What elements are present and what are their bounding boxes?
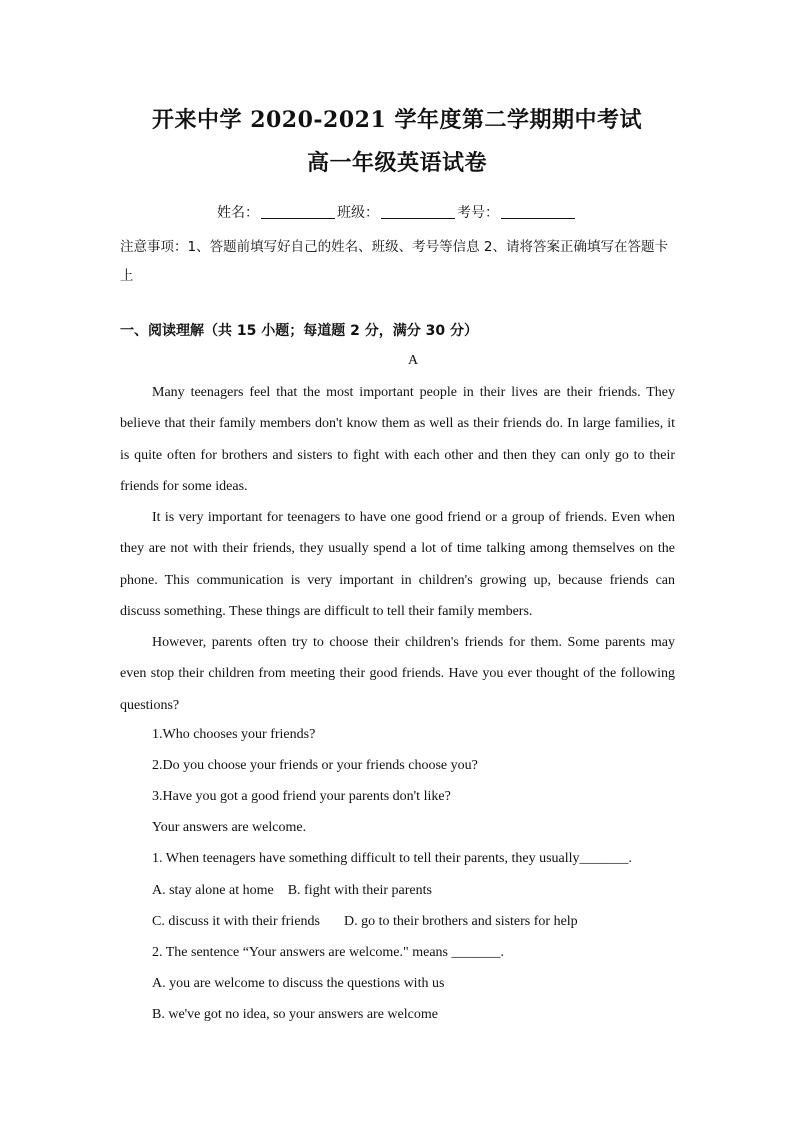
class-blank	[381, 204, 455, 219]
question-stem: 2. The sentence “Your answers are welcome." means _______.	[152, 945, 504, 960]
option-d: D. go to their brothers and sisters for help	[344, 914, 578, 929]
passage-paragraph: It is very important for teenagers to have one good friend or a group of friends. Even when they are not with their friends, they usually spend a lot of time talking among themselves on the phone. This communication is very important in children's growing up, because friends can discuss something. These things are difficult to tell their family members.	[120, 510, 675, 619]
exam-title: 开来中学 2020-2021 学年度第二学期期中考试	[152, 107, 642, 133]
question-options-row	[152, 914, 578, 930]
passage-label: A	[407, 353, 419, 368]
exam-no-label: 考号：	[457, 205, 499, 221]
student-info-row	[0, 202, 794, 222]
question-stem: 1. When teenagers have something difficult to tell their parents, they usually_______.	[152, 851, 633, 866]
notice-text: 注意事项：1、答题前填写好自己的姓名、班级、考号等信息 2、请将答案正确填写在答题卡上	[120, 239, 668, 284]
option-b: B. we've got no idea, so your answers are welcome	[152, 1007, 438, 1022]
option-a: A. you are welcome to discuss the questions with us	[152, 976, 445, 991]
option-a: A. stay alone at home	[152, 883, 274, 898]
class-label: 班级：	[337, 205, 379, 221]
option-c: C. discuss it with their friends	[152, 914, 320, 929]
section-heading: 一、阅读理解（共 15 小题；每道题 2 分，满分 30 分）	[120, 323, 478, 339]
passage-question-item: 2.Do you choose your friends or your friends choose you?	[152, 758, 478, 773]
passage-paragraph: Many teenagers feel that the most important people in their lives are their friends. They believe that their family members don't know them as well as their friends do. In large families, it is quite often for brothers and sisters to fight with each other and then they can only go to their friends for some ideas.	[120, 385, 675, 494]
question-options-row	[152, 883, 432, 899]
option-b: B. fight with their parents	[287, 883, 432, 898]
passage-paragraph: However, parents often try to choose their children's friends for them. Some parents may even stop their children from meeting their good friends. Have you ever thought of the following questions?	[120, 635, 675, 713]
name-label: 姓名：	[217, 205, 259, 221]
passage-question-item: 1.Who chooses your friends?	[152, 727, 316, 742]
name-blank	[261, 204, 335, 219]
exam-subtitle: 高一年级英语试卷	[306, 150, 487, 176]
exam-no-blank	[501, 204, 575, 219]
passage-question-item: 3.Have you got a good friend your parents don't like?	[152, 789, 451, 804]
passage-closing: Your answers are welcome.	[152, 820, 307, 835]
